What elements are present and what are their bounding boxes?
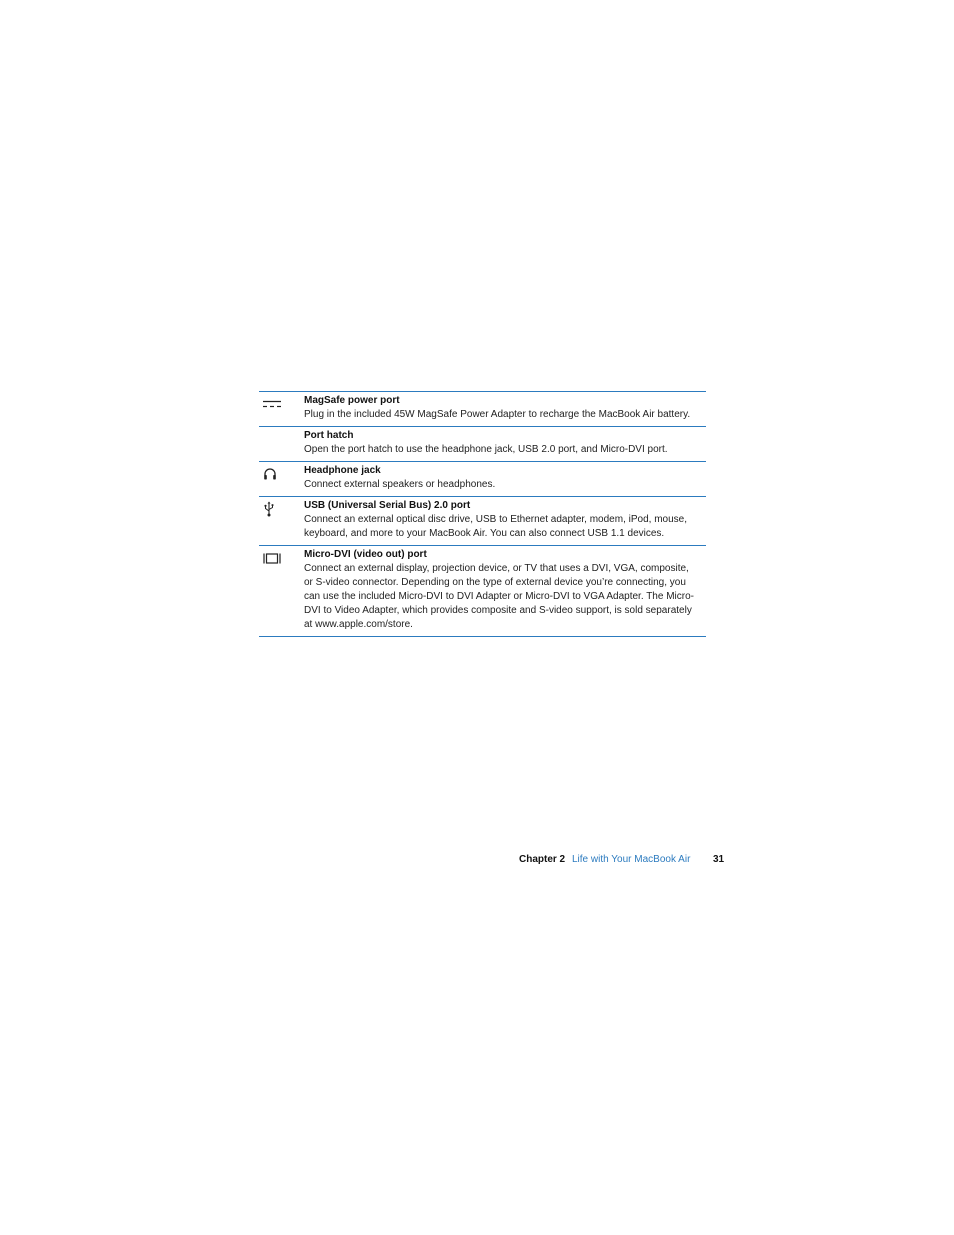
port-title: Port hatch bbox=[304, 430, 354, 441]
port-row-usb bbox=[259, 497, 706, 546]
port-description: Plug in the included 45W MagSafe Power Adapter to recharge the MacBook Air battery. bbox=[304, 409, 691, 420]
port-row-magsafe bbox=[259, 392, 706, 427]
port-description: Open the port hatch to use the headphone jack, USB 2.0 port, and Micro-DVI port. bbox=[304, 444, 668, 455]
port-description: Connect external speakers or headphones. bbox=[304, 479, 496, 490]
headphone-icon bbox=[263, 466, 283, 482]
port-description: Connect an external display, projection device, or TV that uses a DVI, VGA, composite, or S-video connector. Depending on the type of external device you’re connecting, you can use the included Micro-DVI to DVI Adapter or Micro-DVI to VGA Adapter. The Micro-DVI to Video Adapter, which provides composite and S-video support, is sold separately at www.apple.com/store. bbox=[304, 563, 694, 630]
chapter-title: Life with Your MacBook Air bbox=[572, 854, 691, 865]
port-row-headphone bbox=[259, 462, 706, 497]
ports-table bbox=[259, 391, 706, 637]
port-title: USB (Universal Serial Bus) 2.0 port bbox=[304, 500, 471, 511]
usb-icon bbox=[263, 501, 283, 517]
micro-dvi-icon bbox=[263, 550, 283, 566]
port-row-micro-dvi bbox=[259, 546, 706, 637]
page-number: 31 bbox=[713, 854, 725, 865]
port-row-port-hatch bbox=[259, 427, 706, 462]
port-description: Connect an external optical disc drive, USB to Ethernet adapter, modem, iPod, mouse, keyboard, and more to your MacBook Air. You can also connect USB 1.1 devices. bbox=[304, 514, 687, 539]
port-title: Headphone jack bbox=[304, 465, 381, 476]
port-title: Micro-DVI (video out) port bbox=[304, 549, 427, 560]
magsafe-power-icon bbox=[263, 396, 283, 412]
chapter-label: Chapter 2 bbox=[519, 854, 566, 865]
port-title: MagSafe power port bbox=[304, 395, 400, 406]
